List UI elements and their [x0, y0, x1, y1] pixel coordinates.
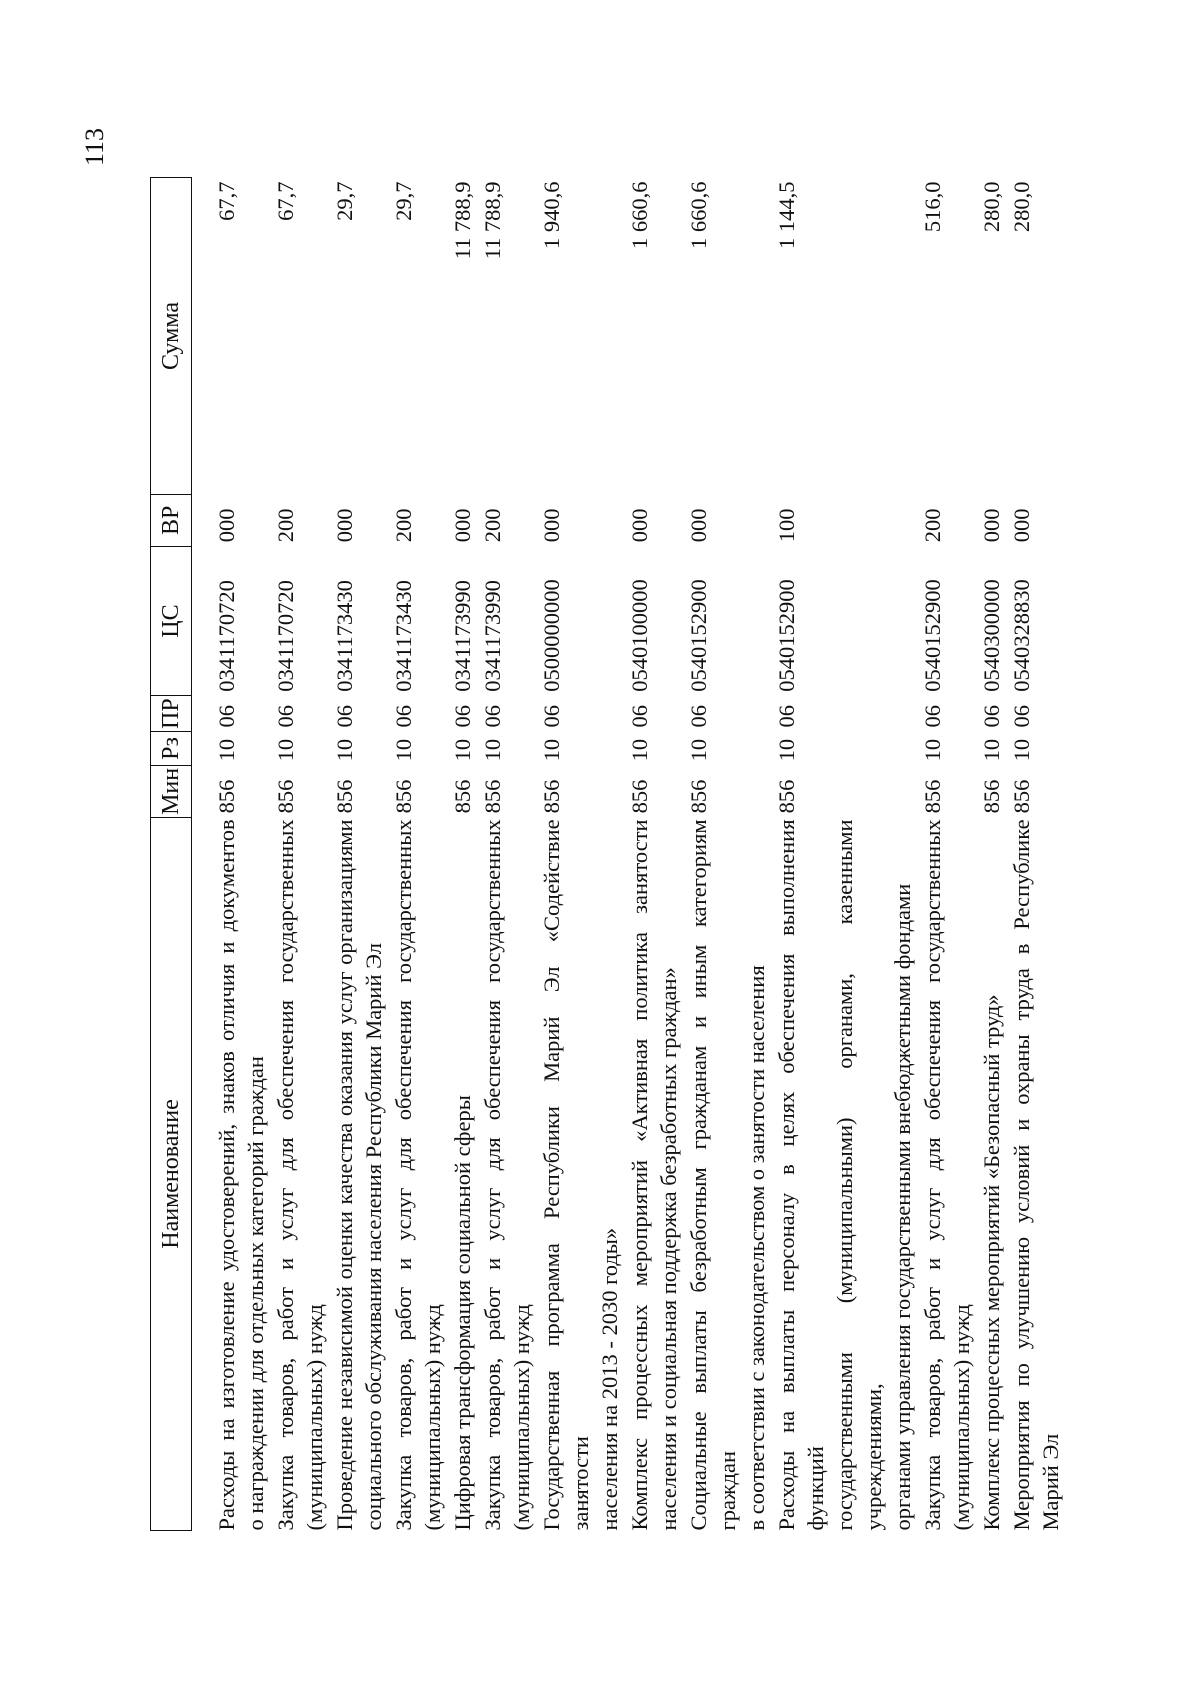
row-vr: 000 — [539, 508, 564, 543]
row-min: 856 — [1009, 779, 1034, 814]
row-name — [478, 817, 537, 1530]
table-row — [330, 178, 389, 1531]
row-sum: 11 788,9 — [480, 181, 505, 260]
row-sum: 1 940,6 — [539, 181, 564, 249]
row-sum: 1 660,6 — [627, 181, 652, 249]
row-pr: 06 — [273, 704, 298, 728]
row-name — [625, 817, 684, 1530]
row-pr: 06 — [920, 704, 945, 728]
header-name: Наименование — [151, 817, 192, 1530]
row-name-line: в соответствии с законодательством о занятости населения — [744, 965, 769, 1531]
row-name-line: Комплекс процессных мероприятий «Безопасный труд» — [979, 994, 1004, 1531]
row-vr: 000 — [332, 508, 357, 543]
row-vr: 200 — [391, 508, 416, 543]
row-sum: 1 144,5 — [774, 181, 799, 249]
row-pr: 06 — [450, 704, 475, 728]
table-row — [271, 178, 330, 1531]
row-min: 856 — [539, 779, 564, 814]
row-rz: 10 — [332, 738, 357, 762]
table-row — [1007, 178, 1066, 1531]
row-sum: 67,7 — [214, 181, 239, 221]
row-min: 856 — [450, 779, 475, 814]
row-name-line: (муниципальных) нужд — [420, 1304, 445, 1531]
table-row — [772, 178, 918, 1531]
table-row — [478, 178, 537, 1531]
row-name-line: населения и социальная поддержка безработных граждан» — [656, 967, 681, 1531]
row-rz: 10 — [1009, 738, 1034, 762]
row-rz: 10 — [450, 738, 475, 762]
row-pr: 06 — [332, 704, 357, 728]
row-name — [271, 817, 330, 1530]
row-name-line: Мероприятия по улучшению условий и охраны труда в Республике — [1009, 819, 1034, 1531]
row-name — [684, 817, 772, 1530]
row-name — [330, 817, 389, 1530]
row-rz: 10 — [539, 738, 564, 762]
table-header-row — [151, 178, 192, 1531]
row-pr: 06 — [480, 704, 505, 728]
row-cs: 0341173430 — [391, 580, 416, 692]
row-pr: 06 — [627, 704, 652, 728]
row-name — [772, 817, 918, 1530]
row-name — [918, 817, 977, 1530]
row-sum: 280,0 — [1009, 181, 1034, 233]
row-name-line: Комплекс процессных мероприятий «Активная политика занятости — [627, 819, 652, 1531]
row-name-line: населения на 2013 - 2030 годы» — [597, 1227, 622, 1531]
row-pr: 06 — [1009, 704, 1034, 728]
row-min: 856 — [686, 779, 711, 814]
header-min: Мин — [151, 765, 192, 817]
row-cs: 0540152900 — [686, 579, 711, 692]
row-pr: 06 — [686, 704, 711, 728]
row-vr: 000 — [1009, 508, 1034, 543]
row-name-line: Социальные выплаты безработным гражданам и иным категориям граждан — [686, 819, 740, 1531]
row-min: 856 — [391, 779, 416, 814]
row-vr: 000 — [979, 508, 1004, 543]
row-name-line: социального обслуживания населения Республики Марий Эл — [361, 943, 386, 1531]
header-pr: ПР — [151, 696, 192, 732]
row-cs: 0540152900 — [774, 579, 799, 692]
row-cs: 0540328830 — [1009, 579, 1034, 692]
row-name-line: Марий Эл — [1038, 1433, 1063, 1531]
row-name-line: Расходы на изготовление удостоверений, знаков отличия и документов — [214, 819, 239, 1531]
table-row — [684, 178, 772, 1531]
row-pr: 06 — [774, 704, 799, 728]
row-vr: 200 — [920, 508, 945, 543]
row-name-line: Расходы на выплаты персоналу в целях обеспечения выполнения функций — [774, 819, 828, 1531]
table-row — [918, 178, 977, 1531]
row-min: 856 — [920, 779, 945, 814]
row-vr: 000 — [450, 508, 475, 543]
row-rz: 10 — [391, 738, 416, 762]
row-rz: 10 — [627, 738, 652, 762]
row-vr: 200 — [480, 508, 505, 543]
row-pr: 06 — [539, 704, 564, 728]
row-rz: 10 — [214, 738, 239, 762]
row-sum: 516,0 — [920, 181, 945, 233]
row-name-line: Проведение независимой оценки качества оказания услуг организациями — [332, 819, 357, 1531]
row-sum: 11 788,9 — [450, 181, 475, 260]
row-min: 856 — [774, 779, 799, 814]
row-min: 856 — [273, 779, 298, 814]
row-rz: 10 — [686, 738, 711, 762]
header-rz: Рз — [151, 731, 192, 765]
table-row — [625, 178, 684, 1531]
row-name — [389, 817, 448, 1530]
row-name-line: органами управления государственными внебюджетными фондами — [890, 883, 915, 1531]
row-name-line: Цифровая трансформация социальной сферы — [450, 1095, 475, 1531]
row-min: 856 — [627, 779, 652, 814]
row-sum: 29,7 — [391, 181, 416, 221]
row-name-line: (муниципальных) нужд — [949, 1304, 974, 1531]
row-cs: 0540300000 — [979, 579, 1004, 692]
row-rz: 10 — [920, 738, 945, 762]
header-sum: Сумма — [151, 178, 192, 495]
row-vr: 000 — [686, 508, 711, 543]
table-row — [212, 178, 271, 1531]
row-min: 856 — [979, 779, 1004, 814]
row-name — [1007, 817, 1066, 1530]
row-sum: 1 660,6 — [686, 181, 711, 249]
row-name-line: Закупка товаров, работ и услуг для обеспечения государственных — [920, 819, 945, 1531]
row-cs: 0341173990 — [450, 580, 475, 692]
row-sum: 29,7 — [332, 181, 357, 221]
row-vr: 000 — [627, 508, 652, 543]
row-cs: 0341173990 — [480, 580, 505, 692]
row-min: 856 — [480, 779, 505, 814]
row-cs: 0540100000 — [627, 579, 652, 692]
row-name-line: Закупка товаров, работ и услуг для обеспечения государственных — [391, 819, 416, 1531]
table-body — [192, 178, 1067, 1531]
header-cs: ЦС — [151, 546, 192, 696]
row-rz: 10 — [979, 738, 1004, 762]
row-name — [977, 817, 1007, 1530]
row-name-line: Государственная программа Республики Марий Эл «Содействие занятости — [539, 819, 593, 1531]
row-name — [537, 817, 625, 1530]
row-vr: 200 — [273, 508, 298, 543]
row-name-line: о награждении для отдельных категорий граждан — [243, 1056, 268, 1531]
row-pr: 06 — [214, 704, 239, 728]
table-row — [389, 178, 448, 1531]
row-pr: 06 — [979, 704, 1004, 728]
row-min: 856 — [214, 779, 239, 814]
row-name-line: Закупка товаров, работ и услуг для обеспечения государственных — [273, 819, 298, 1531]
row-rz: 10 — [480, 738, 505, 762]
row-name — [212, 817, 271, 1530]
table-row — [977, 178, 1007, 1531]
row-rz: 10 — [273, 738, 298, 762]
table-row — [448, 178, 478, 1531]
row-sum: 280,0 — [979, 181, 1004, 233]
row-cs: 0341173430 — [332, 580, 357, 692]
row-cs: 0341170720 — [273, 580, 298, 692]
row-rz: 10 — [774, 738, 799, 762]
table-row — [537, 178, 625, 1531]
row-name-line: Закупка товаров, работ и услуг для обеспечения государственных — [480, 819, 505, 1531]
row-name-line: (муниципальных) нужд — [509, 1304, 534, 1531]
row-vr: 100 — [774, 508, 799, 543]
row-cs: 0341170720 — [214, 580, 239, 692]
row-vr: 000 — [214, 508, 239, 543]
budget-table — [150, 177, 1066, 1531]
row-min: 856 — [332, 779, 357, 814]
row-sum: 67,7 — [273, 181, 298, 221]
row-cs: 0500000000 — [539, 579, 564, 692]
row-cs: 0540152900 — [920, 579, 945, 692]
row-name — [448, 817, 478, 1530]
row-pr: 06 — [391, 704, 416, 728]
row-name-line: государственными (муниципальными) органами, казенными учреждениями, — [832, 819, 886, 1531]
row-name-line: (муниципальных) нужд — [302, 1304, 327, 1531]
header-vr: ВР — [151, 494, 192, 546]
page-number: 113 — [80, 127, 109, 167]
